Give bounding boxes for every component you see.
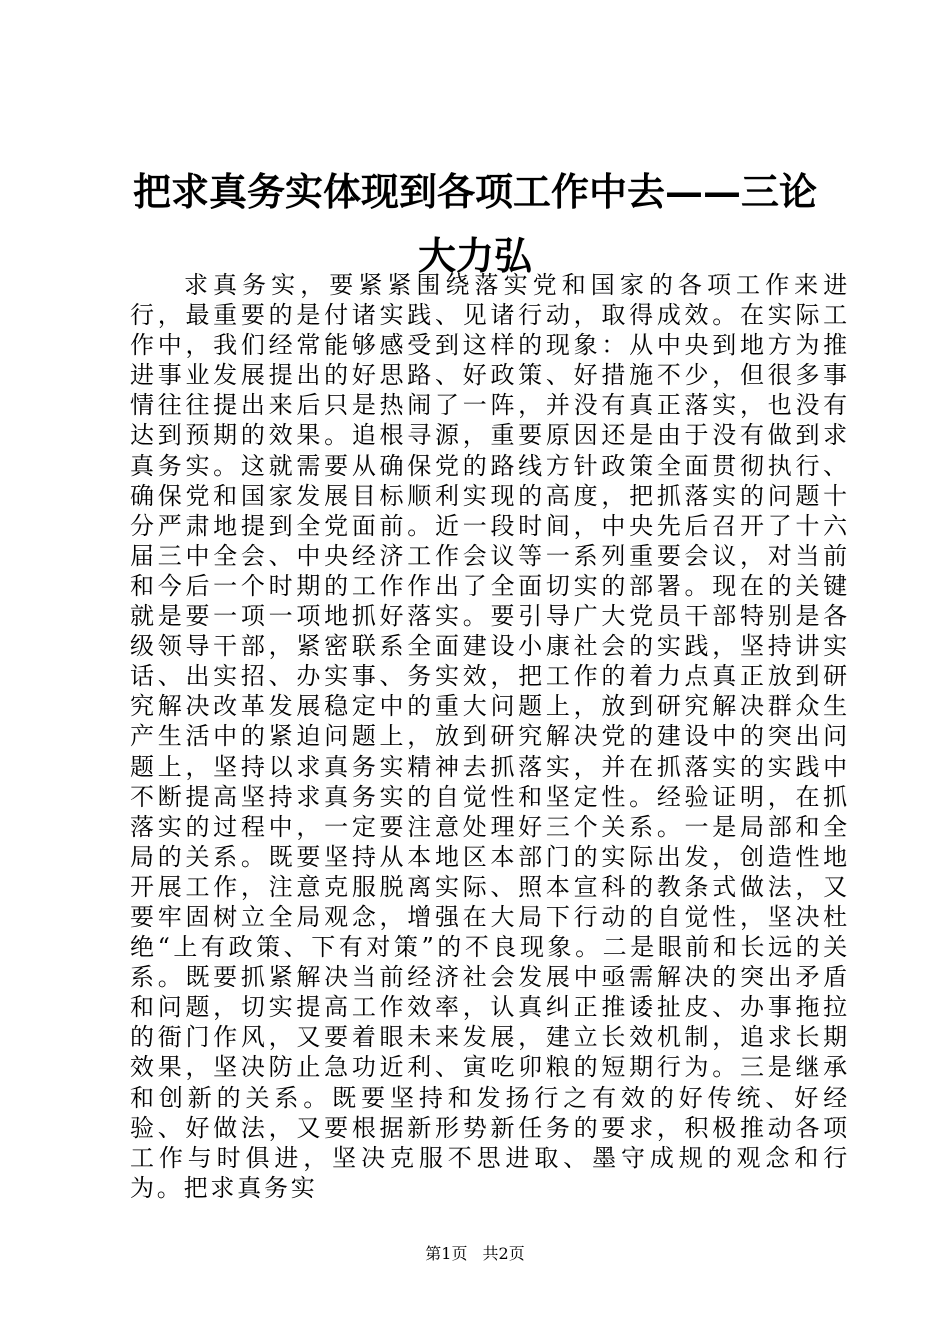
page-footer xyxy=(0,1244,950,1264)
page-number-current: 第1页 xyxy=(425,1244,468,1263)
page-number-total: 共2页 xyxy=(482,1244,525,1263)
body-paragraph: 求真务实，要紧紧围绕落实党和国家的各项工作来进行，最重要的是付诸实践、见诸行动，取得成效。在实际工作中，我们经常能够感受到这样的现象：从中央到地方为推进事业发展提出的好思路、好政策、好措施不少，但很多事情往往提出来后只是热闹了一阵，并没有真正落实，也没有达到预期的效果。追根寻源，重要原因还是由于没有做到求真务实。这就需要从确保党的路线方针政策全面贯彻执行、确保党和国家发展目标顺利实现的高度，把抓落实的问题十分严肃地提到全党面前。近一段时间，中央先后召开了十六届三中全会、中央经济工作会议等一系列重要会议，对当前和今后一个时期的工作作出了全面切实的部署。现在的关键就是要一项一项地抓好落实。要引导广大党员干部特别是各级领导干部，紧密联系全面建设小康社会的实践，坚持讲实话、出实招、办实事、务实效，把工作的着力点真正放到研究解决改革发展稳定中的重大问题上，放到研究解决群众生产生活中的紧迫问题上，放到研究解决党的建设中的突出问题上，坚持以求真务实精神去抓落实，并在抓落实的实践中不断提高坚持求真务实的自觉性和坚定性。经验证明，在抓落实的过程中，一定要注意处理好三个关系。一是局部和全局的关系。既要坚持从本地区本部门的实际出发，创造性地开展工作，注意克服脱离实际、照本宣科的教条式做法，又要牢固树立全局观念，增强在大局下行动的自觉性，坚决杜绝“上有政策、下有对策”的不良现象。二是眼前和长远的关系。既要抓紧解决当前经济社会发展中亟需解决的突出矛盾和问题，切实提高工作效率，认真纠正推诿扯皮、办事拖拉的衙门作风，又要着眼未来发展，建立长效机制，追求长期效果，坚决防止急功近利、寅吃卯粮的短期行为。三是继承和创新的关系。既要坚持和发扬行之有效的好传统、好经验、好做法，又要根据新形势新任务的要求，积极推动各项工作与时俱进，坚决克服不思进取、墨守成规的观念和行为。把求真务实 xyxy=(130,271,850,1202)
document-title: 把求真务实体现到各项工作中去——三论大力弘 xyxy=(132,169,817,278)
